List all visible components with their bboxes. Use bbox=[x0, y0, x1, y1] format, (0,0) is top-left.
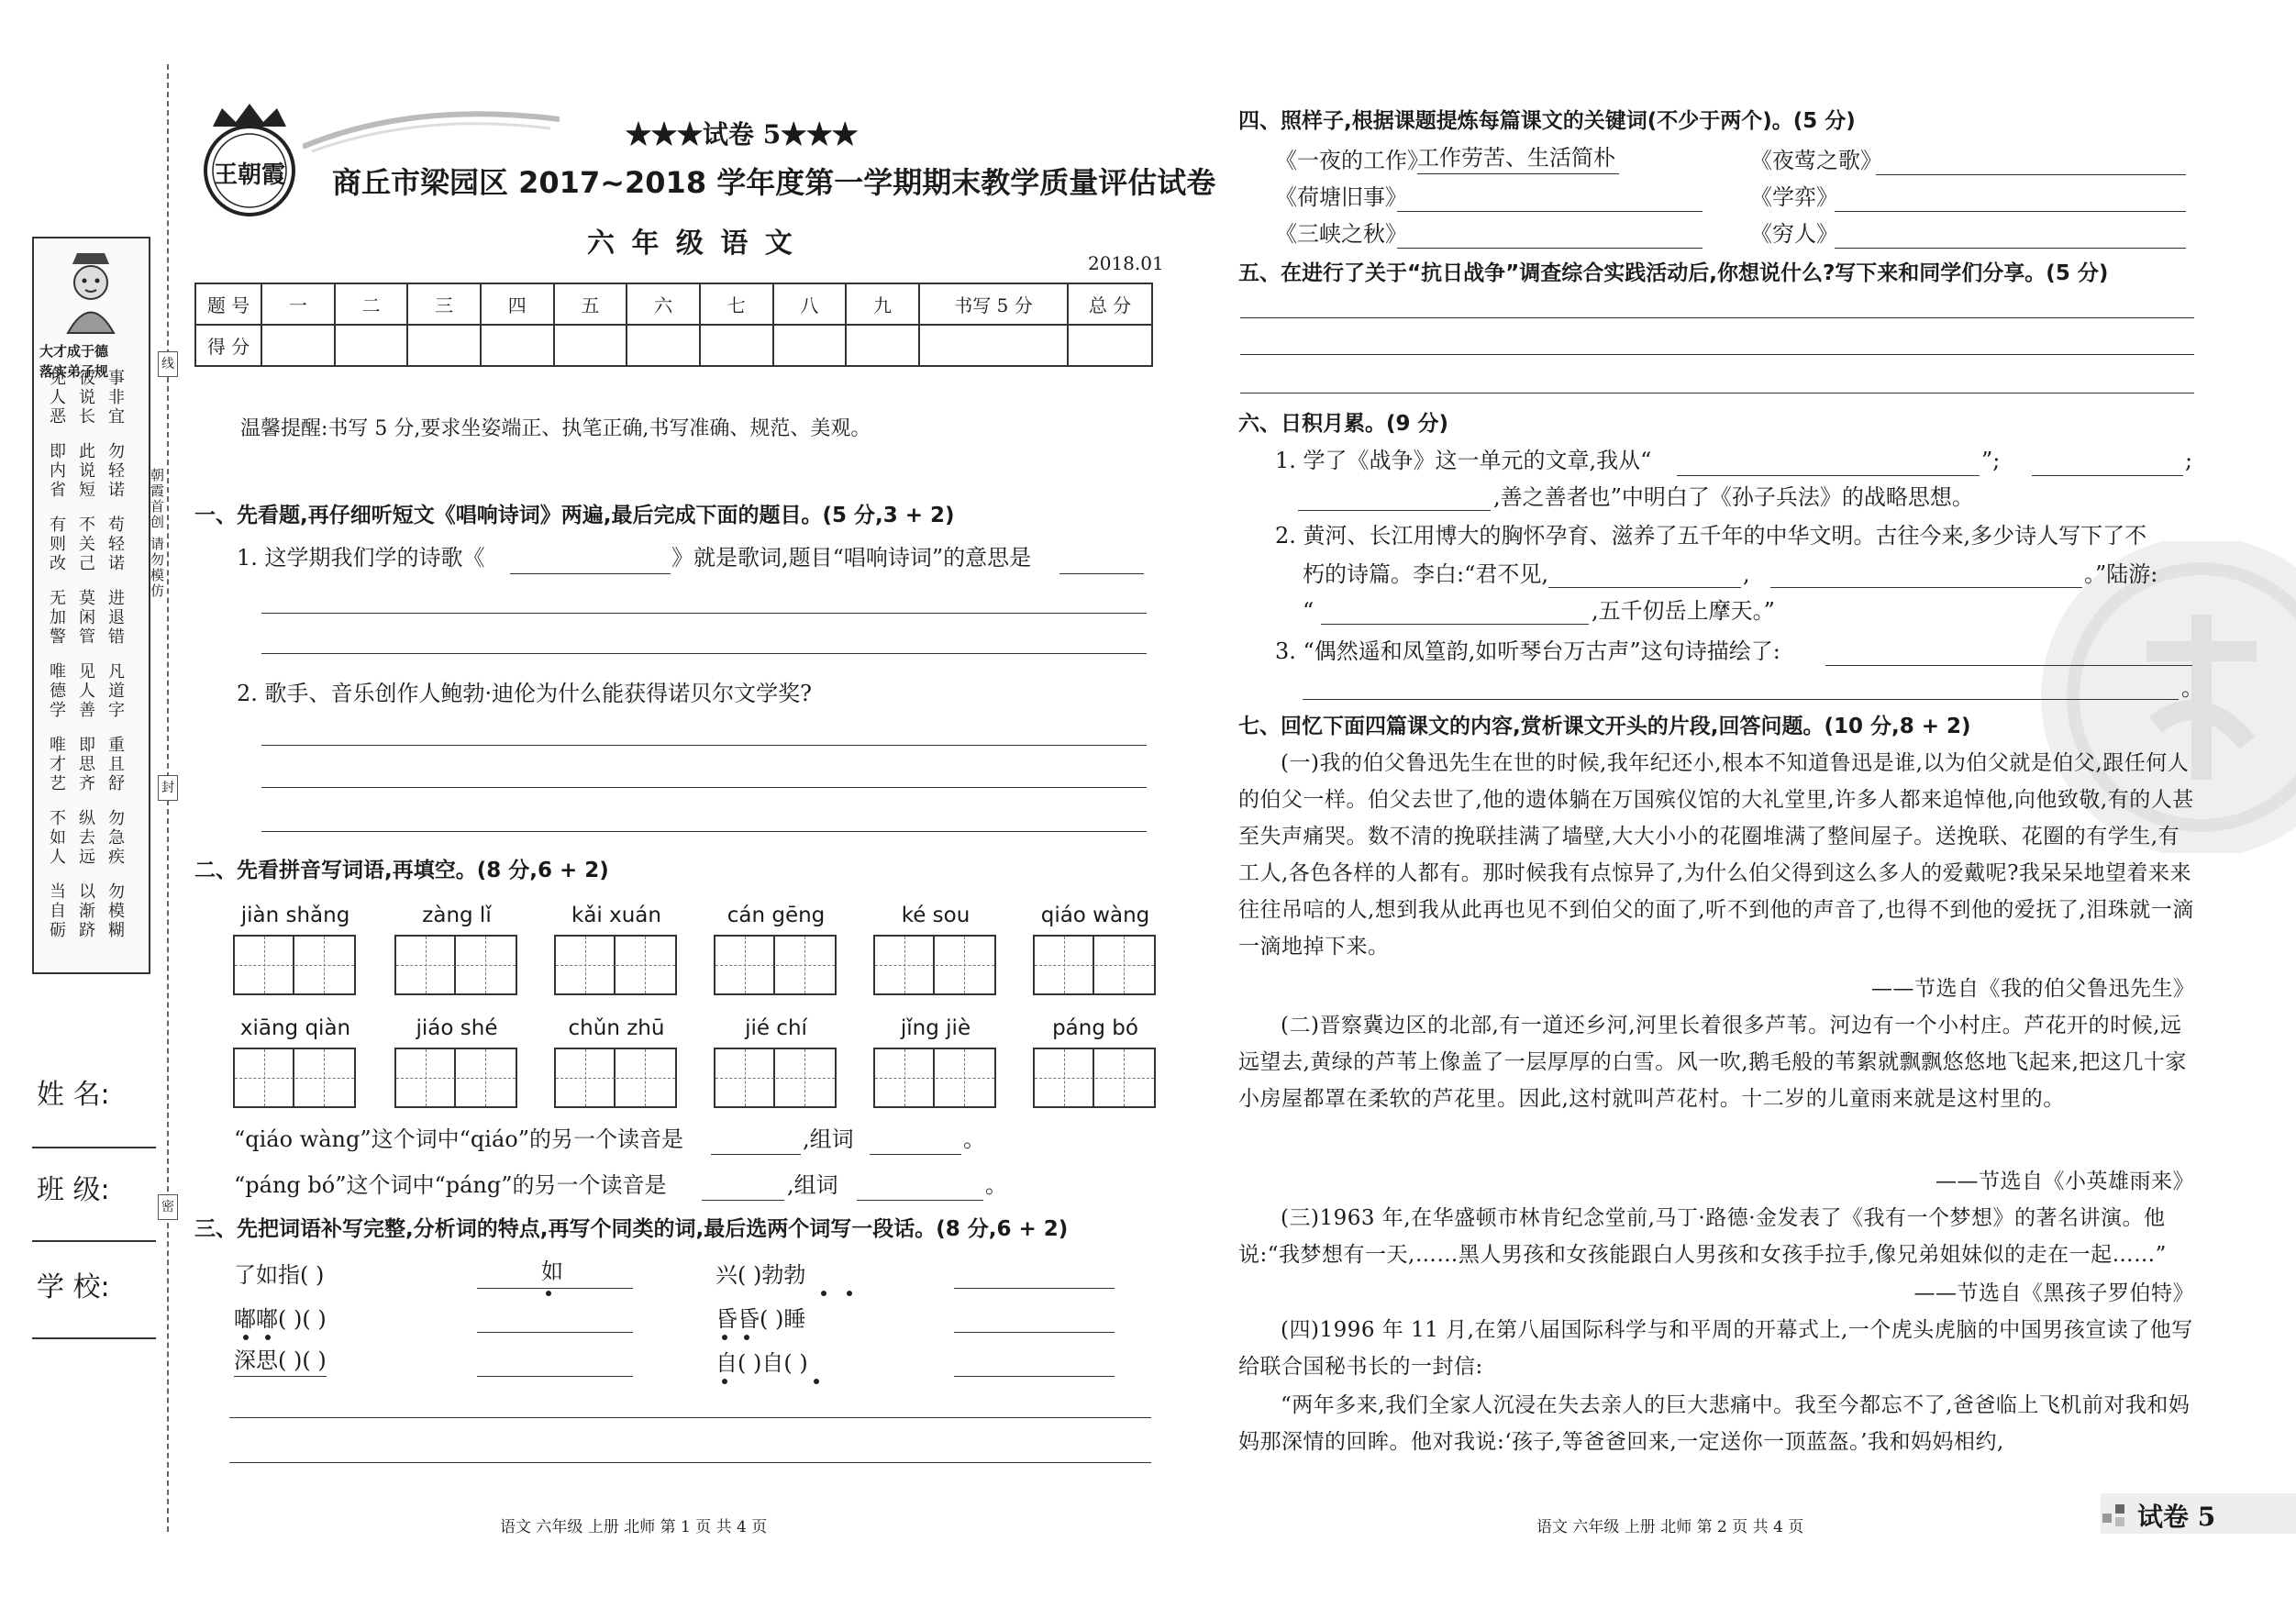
mascot-caption-2: 落实弟子规 bbox=[39, 363, 109, 380]
score-col-6: 六 bbox=[627, 283, 700, 325]
score-col-9: 九 bbox=[846, 283, 919, 325]
q4-item-5: 《三峡之秋》 bbox=[1275, 221, 1407, 247]
mascot-caption-1: 大才成于德 bbox=[39, 343, 109, 360]
q2-fill1-b: ,组词 bbox=[803, 1126, 854, 1152]
answer-line[interactable] bbox=[229, 1462, 1151, 1463]
cut-mark-seal: 封 bbox=[158, 775, 178, 801]
q7-passage-5: “两年多来,我们全家人沉浸在失去亲人的巨大悲痛中。我至今都忘不了,爸爸临上飞机前对我和妈妈那深情的回眸。他对我说:‘孩子,等爸爸回来,一定送你一顶蓝盔。’我和妈妈相约, bbox=[1238, 1393, 2191, 1454]
motto-column: 唯德学 bbox=[47, 662, 66, 720]
exam-title: 商丘市梁园区 2017~2018 学年度第一学期期末教学质量评估试卷 bbox=[332, 160, 1215, 202]
q3-item-5[interactable]: 昏昏( )睡 bbox=[715, 1306, 806, 1332]
q6-s2-a: 2. 黄河、长江用博大的胸怀孕育、滋养了五千年的中华文明。古往今来,多少诗人写下了不 bbox=[1275, 523, 2147, 549]
pinyin-label: jiáo shé bbox=[416, 1016, 498, 1040]
keyword-blank[interactable] bbox=[1876, 174, 2186, 175]
q7-source-1: ——节选自《我的伯父鲁迅先生》 bbox=[1871, 977, 2195, 1001]
pinyin-label: zàng lǐ bbox=[422, 904, 492, 927]
score-col-5: 五 bbox=[554, 283, 627, 325]
q6-s3: 3. “偶然遥和凤篁韵,如听琴台万古声”这句诗描绘了: bbox=[1275, 638, 1780, 664]
score-col-1: 一 bbox=[261, 283, 335, 325]
footer-left: 语文 六年级 上册 北师 第 1 页 共 4 页 bbox=[500, 1518, 768, 1536]
answer-line[interactable] bbox=[1240, 393, 2194, 394]
q6-s1-c: ,善之善者也”中明白了《孙子兵法》的战略思想。 bbox=[1493, 484, 1974, 510]
q3-item-1[interactable]: 了如指( ) bbox=[234, 1262, 325, 1288]
q2-fill2-a: “páng bó”这个词中“páng”的另一个读音是 bbox=[234, 1172, 667, 1198]
motto-column: 凡道字 bbox=[105, 662, 125, 720]
school-label: 学 校: bbox=[37, 1271, 110, 1303]
pinyin-label: jǐng jiè bbox=[900, 1016, 971, 1040]
score-row-label: 得 分 bbox=[195, 325, 261, 366]
motto-column: 不关己 bbox=[76, 516, 95, 573]
cut-mark-secret: 密 bbox=[158, 1194, 178, 1220]
motto-column: 勿模糊 bbox=[105, 882, 125, 940]
q4-item-2: 《夜莺之歌》 bbox=[1750, 148, 1882, 173]
corner-squares-icon bbox=[2101, 1501, 2137, 1528]
exam-date: 2018.01 bbox=[1088, 252, 1164, 274]
q7-passage-3: (三)1963 年,在华盛顿市林肯纪念堂前,马丁·路德·金发表了《我有一个梦想》的著名讲演。他说:“我梦想有一天,……黑人男孩和女孩能跟白人男孩和女孩手拉手,像兄弟姐妹似的走在一起……” bbox=[1238, 1206, 2167, 1267]
quote-blank[interactable] bbox=[1298, 510, 1491, 511]
q3-item-6[interactable]: 深思( )( ) bbox=[234, 1345, 327, 1377]
paper-number: ★★★试卷 5★★★ bbox=[626, 119, 859, 150]
motto-column: 有则改 bbox=[47, 516, 66, 573]
motto-column: 不如人 bbox=[47, 809, 66, 867]
q7-passage-4: (四)1996 年 11 月,在第八届国际科学与和平周的开幕式上,一个虎头虎脑的中国男孩宣读了他写给联合国秘书长的一封信: bbox=[1238, 1318, 2193, 1379]
pinyin-label: xiāng qiàn bbox=[239, 1016, 351, 1040]
motto-column: 以渐跻 bbox=[76, 882, 95, 940]
score-col-writing: 书写 5 分 bbox=[919, 283, 1068, 325]
poem-blank[interactable] bbox=[1321, 624, 1589, 625]
q5-title: 五、在进行了关于“抗日战争”调查综合实践活动后,你想说什么?写下来和同学们分享。(5 分) bbox=[1238, 261, 2109, 285]
answer-line[interactable] bbox=[1825, 665, 2192, 666]
q6-s2-d: “ bbox=[1303, 598, 1314, 624]
motto-column: 见人善 bbox=[76, 662, 95, 720]
motto-column: 勿轻诺 bbox=[105, 442, 125, 500]
quote-blank[interactable] bbox=[2032, 475, 2183, 476]
q6-end: 。 bbox=[2181, 675, 2203, 701]
subject-title: 六 年 级 语 文 bbox=[587, 227, 796, 260]
motto-column: 即内省 bbox=[47, 442, 66, 500]
q6-comma: , bbox=[1743, 561, 1750, 587]
q3-item-4[interactable]: 嘟嘟( )( ) bbox=[234, 1306, 327, 1332]
motto-column: 勿急疾 bbox=[105, 809, 125, 867]
score-col-4: 四 bbox=[481, 283, 554, 325]
keyword-blank[interactable] bbox=[1835, 211, 2186, 212]
pinyin-label: ké sou bbox=[901, 904, 971, 927]
answer-line[interactable] bbox=[1240, 317, 2194, 318]
score-col-3: 三 bbox=[407, 283, 481, 325]
motto-column: 进退错 bbox=[105, 589, 125, 647]
q2-fill1-a: “qiáo wàng”这个词中“qiáo”的另一个读音是 bbox=[234, 1126, 683, 1152]
q4-item-6: 《穷人》 bbox=[1750, 221, 1838, 247]
answer-line[interactable] bbox=[1303, 699, 2179, 700]
pinyin-label: kǎi xuán bbox=[571, 904, 661, 927]
score-col-8: 八 bbox=[773, 283, 847, 325]
motto-column: 无加警 bbox=[47, 589, 66, 647]
q3-example: 如 bbox=[541, 1259, 563, 1284]
corner-badge: 试卷 5 bbox=[2137, 1502, 2216, 1532]
motto-column: 彼说长 bbox=[76, 369, 95, 427]
brand-logo-text: 王朝霞 bbox=[213, 161, 285, 189]
poem-blank[interactable] bbox=[1770, 587, 2082, 588]
q4-example-answer: 工作劳苦、生活简朴 bbox=[1417, 142, 1619, 174]
q2-fill2-c: 。 bbox=[985, 1172, 1007, 1198]
q4-item-3: 《荷塘旧事》 bbox=[1275, 184, 1407, 210]
q3-item-3[interactable]: 兴( )勃勃 bbox=[715, 1262, 806, 1288]
keyword-blank[interactable] bbox=[1835, 248, 2186, 249]
answer-line[interactable] bbox=[229, 1417, 1151, 1418]
q7-source-3: ——节选自《黑孩子罗伯特》 bbox=[1913, 1281, 2194, 1305]
q1-s2: 2. 歌手、音乐创作人鲍勃·迪伦为什么能获得诺贝尔文学奖? bbox=[237, 681, 813, 706]
poem-blank[interactable] bbox=[1548, 587, 1741, 588]
q7-passage-1: (一)我的伯父鲁迅先生在世的时候,我年纪还小,根本不知道鲁迅是谁,以为伯父就是伯父,跟任何人的伯父一样。伯父去世了,他的遗体躺在万国殡仪馆的大礼堂里,许多人都来追悼他,向他致敬,有的人甚至失声痛哭。数不清的挽联挂满了墙壁,大大小小的花圈堆满了整间屋子。送挽联、花圈的有学生,有工人,各色各样的人都有。那时候我有点惊异了,为什么伯父得到这么多人的爱戴呢?我呆呆地望着来来往往吊唁的人,想到我从此再也见不到伯父的面了,听不到他的声音了,也得不到他的爱抚了,泪珠就一滴一滴地掉下来。 bbox=[1238, 751, 2194, 959]
keyword-blank[interactable] bbox=[1397, 211, 1703, 212]
q6-title: 六、日积月累。(9 分) bbox=[1238, 412, 1449, 436]
q4-item-4: 《学弈》 bbox=[1750, 184, 1838, 210]
score-col-total: 总 分 bbox=[1068, 283, 1152, 325]
motto-column: 苟轻诺 bbox=[105, 516, 125, 573]
answer-line[interactable] bbox=[1240, 354, 2194, 355]
q6-s2-e: ,五千仞岳上摩天。” bbox=[1592, 598, 1775, 624]
pinyin-label: jiàn shǎng bbox=[240, 904, 350, 927]
q7-source-2: ——节选自《小英雄雨来》 bbox=[1936, 1170, 2194, 1193]
motto-column: 事非宜 bbox=[105, 369, 125, 427]
q6-s1-b: ”; bbox=[1981, 448, 2001, 473]
q1-s1-a: 1. 这学期我们学的诗歌《 bbox=[237, 545, 485, 571]
motto-column: 莫闲管 bbox=[76, 589, 95, 647]
q7-passage-2: (二)晋察冀边区的北部,有一道还乡河,河里长着很多芦苇。河边有一个小村庄。芦花开的时候,远远望去,黄绿的芦苇上像盖了一层厚厚的白雪。风一吹,鹅毛般的苇絮就飘飘悠悠地飞起来,把这几十家小房屋都罩在柔软的芦花里。因此,这村就叫芦花村。十二岁的儿童雨来就是这村里的。 bbox=[1238, 1014, 2187, 1111]
pinyin-label: chǔn zhū bbox=[568, 1016, 665, 1040]
motto-column: 即思齐 bbox=[76, 736, 95, 793]
motto-column: 见人恶 bbox=[47, 369, 66, 427]
motto-column: 纵去远 bbox=[76, 809, 95, 867]
q1-s1-b: 》就是歌词,题目“唱响诗词”的意思是 bbox=[671, 545, 1032, 571]
q3-item-7[interactable]: 自( )自( ) bbox=[715, 1350, 808, 1376]
q7-title: 七、回忆下面四篇课文的内容,赏析课文开头的片段,回答问题。(10 分,8 + 2) bbox=[1238, 715, 1971, 738]
footer-right: 语文 六年级 上册 北师 第 2 页 共 4 页 bbox=[1536, 1518, 1804, 1536]
motto-column: 此说短 bbox=[76, 442, 95, 500]
score-col-7: 七 bbox=[700, 283, 773, 325]
quote-blank[interactable] bbox=[1677, 475, 1980, 476]
reminder: 温馨提醒:书写 5 分,要求坐姿端正、执笔正确,书写准确、规范、美观。 bbox=[240, 417, 871, 440]
q1-title: 一、先看题,再仔细听短文《唱响诗词》两遍,最后完成下面的题目。(5 分,3 + 2) bbox=[194, 504, 955, 527]
class-label: 班 级: bbox=[37, 1174, 110, 1206]
q6-s1-a: 1. 学了《战争》这一单元的文章,我从“ bbox=[1275, 448, 1652, 473]
q3-title: 三、先把词语补写完整,分析词的特点,再写个同类的词,最后选两个词写一段话。(8 分,6 + 2) bbox=[194, 1217, 1069, 1241]
motto-column: 重且舒 bbox=[105, 736, 125, 793]
pinyin-label: jié chí bbox=[745, 1016, 807, 1040]
q2-fill2-b: ,组词 bbox=[787, 1172, 838, 1198]
q4-item-1: 《一夜的工作》 bbox=[1275, 148, 1429, 173]
q6-s1-semicolon: ; bbox=[2185, 448, 2193, 473]
motto-column: 唯才艺 bbox=[47, 736, 66, 793]
name-label: 姓 名: bbox=[37, 1079, 110, 1111]
q2-fill1-c: 。 bbox=[963, 1126, 985, 1152]
pinyin-label: páng bó bbox=[1052, 1016, 1138, 1040]
motto-column: 当自砺 bbox=[47, 882, 66, 940]
q4-title: 四、照样子,根据课题提炼每篇课文的关键词(不少于两个)。(5 分) bbox=[1238, 109, 1856, 133]
score-col-2: 二 bbox=[335, 283, 408, 325]
keyword-blank[interactable] bbox=[1397, 248, 1703, 249]
q6-s2-c: 。”陆游: bbox=[2084, 561, 2158, 587]
score-col-label: 题 号 bbox=[195, 283, 261, 325]
pinyin-label: qiáo wàng bbox=[1040, 904, 1150, 927]
fold-text: 朝霞首创 请勿模仿 bbox=[149, 468, 165, 599]
pinyin-label: cán gēng bbox=[727, 904, 826, 927]
q2-title: 二、先看拼音写词语,再填空。(8 分,6 + 2) bbox=[194, 859, 609, 882]
cut-mark-line: 线 bbox=[158, 351, 178, 377]
q6-s2-b: 朽的诗篇。李白:“君不见, bbox=[1303, 561, 1548, 587]
